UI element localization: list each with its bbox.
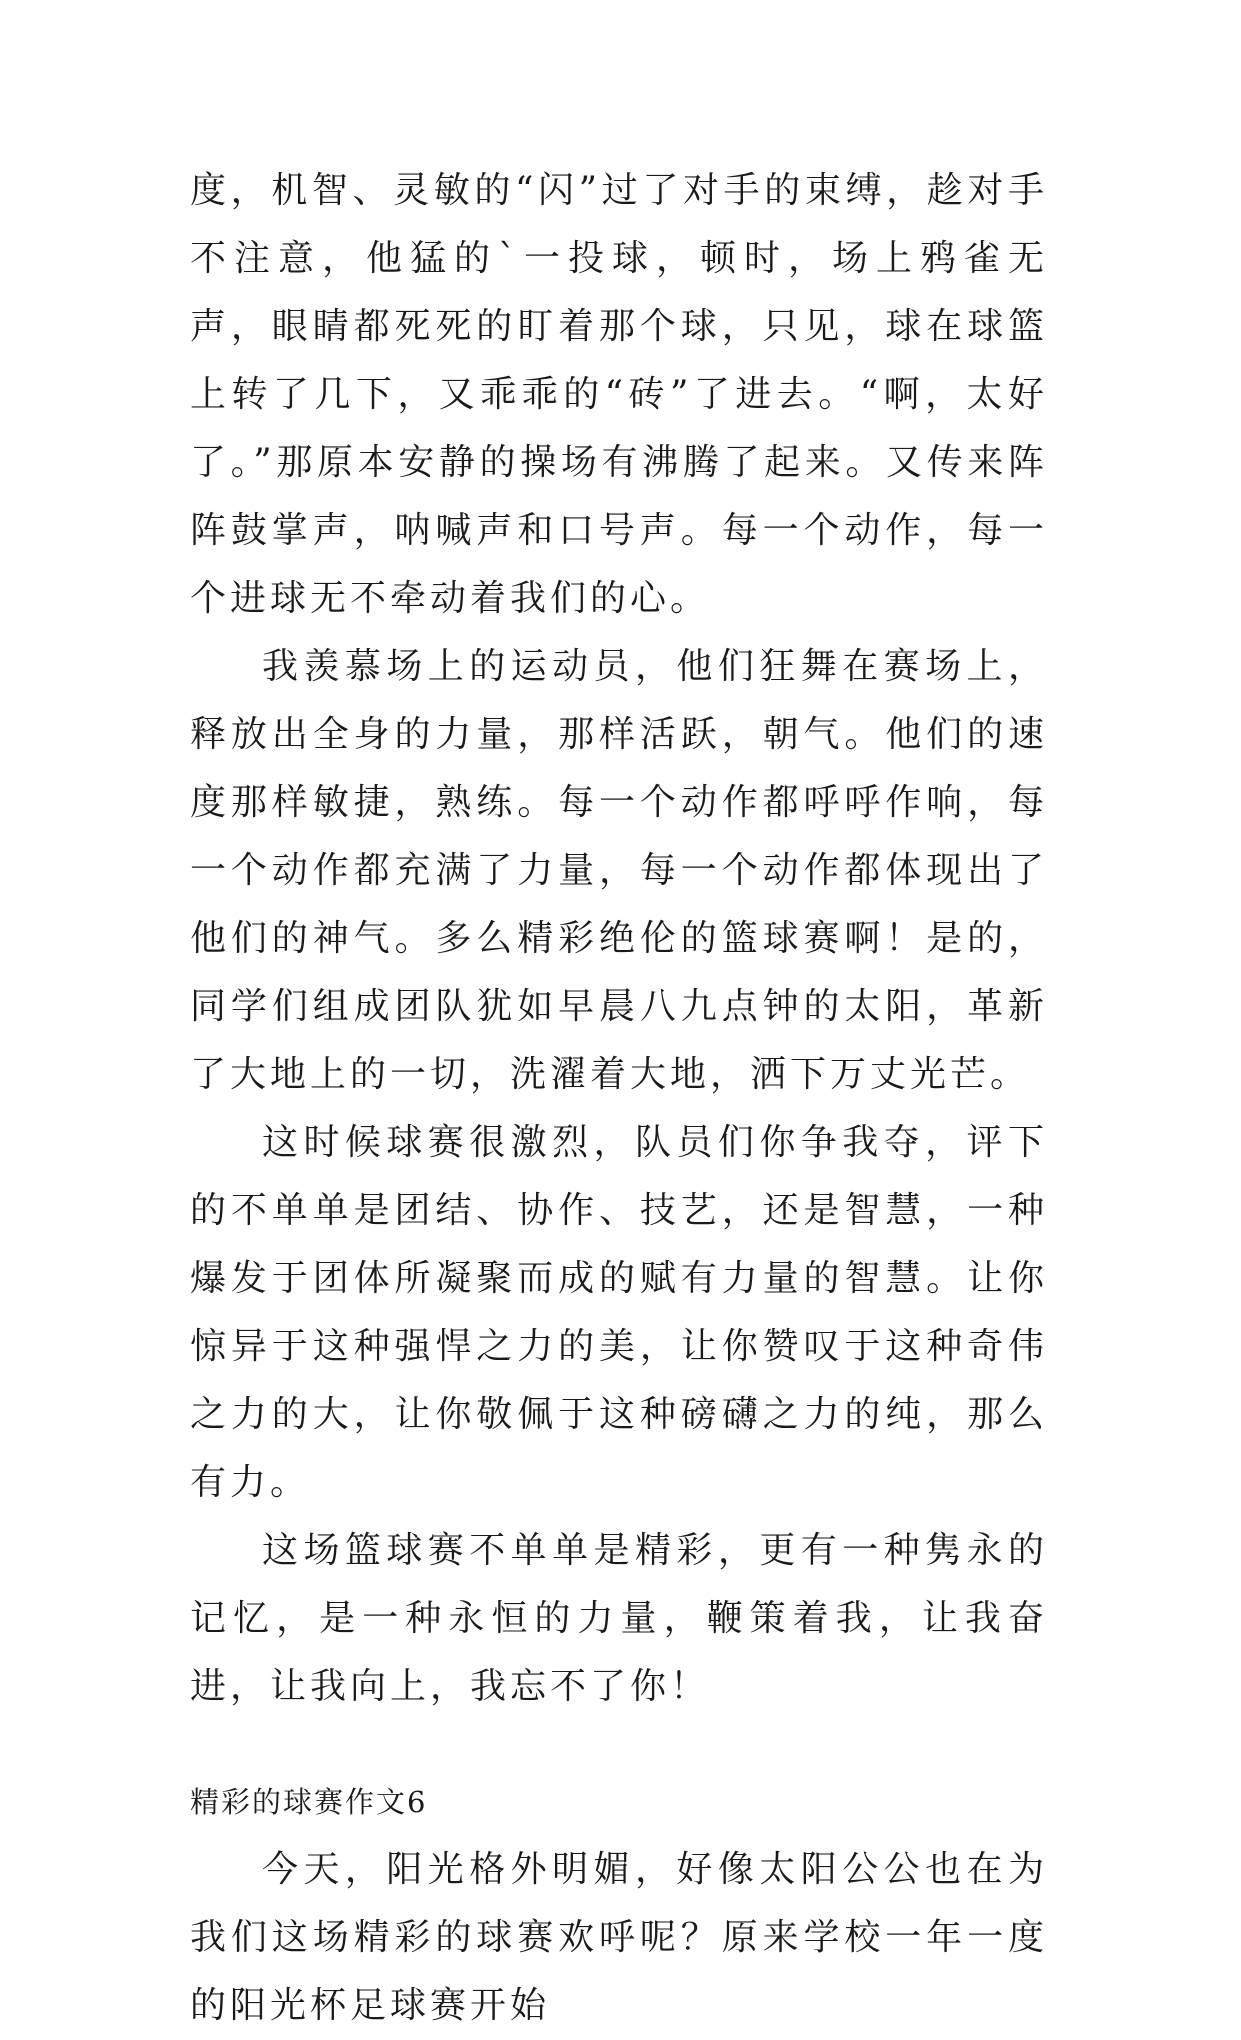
paragraph-5: 今天，阳光格外明媚，好像太阳公公也在为我们这场精彩的球赛欢呼呢？原来学校一年一度的阳光杯足球赛开始 — [190, 1849, 1048, 2026]
paragraph-4: 这场篮球赛不单单是精彩，更有一种隽永的记忆，是一种永恒的力量，鞭策着我，让我奋进，让我向上，我忘不了你！ — [190, 1530, 1048, 1707]
document-body — [190, 157, 1048, 2040]
section-heading: 精彩的球赛作文6 — [190, 1785, 428, 1819]
paragraph-2: 我羡慕场上的运动员，他们狂舞在赛场上，释放出全身的力量，那样活跃，朝气。他们的速度那样敏捷，熟练。每一个动作都呼呼作响，每一个动作都充满了力量，每一个动作都体现出了他们的神气。多么精彩绝伦的篮球赛啊！是的，同学们组成团队犹如早晨八九点钟的太阳，革新了大地上的一切，洗濯着大地，洒下万丈光芒。 — [190, 646, 1048, 1095]
paragraph-1: 度，机智、灵敏的“闪”过了对手的束缚，趁对手不注意，他猛的`一投球，顿时，场上鸦雀无声，眼睛都死死的盯着那个球，只见，球在球篮上转了几下，又乖乖的“砖”了进去。“啊，太好了。”那原本安静的操场有沸腾了起来。又传来阵阵鼓掌声，呐喊声和口号声。每一个动作，每一个进球无不牵动着我们的心。 — [190, 170, 1048, 619]
paragraph-3: 这时候球赛很激烈，队员们你争我夺，评下的不单单是团结、协作、技艺，还是智慧，一种爆发于团体所凝聚而成的赋有力量的智慧。让你惊异于这种强悍之力的美，让你赞叹于这种奇伟之力的大，让你敬佩于这种磅礴之力的纯，那么有力。 — [190, 1122, 1048, 1503]
